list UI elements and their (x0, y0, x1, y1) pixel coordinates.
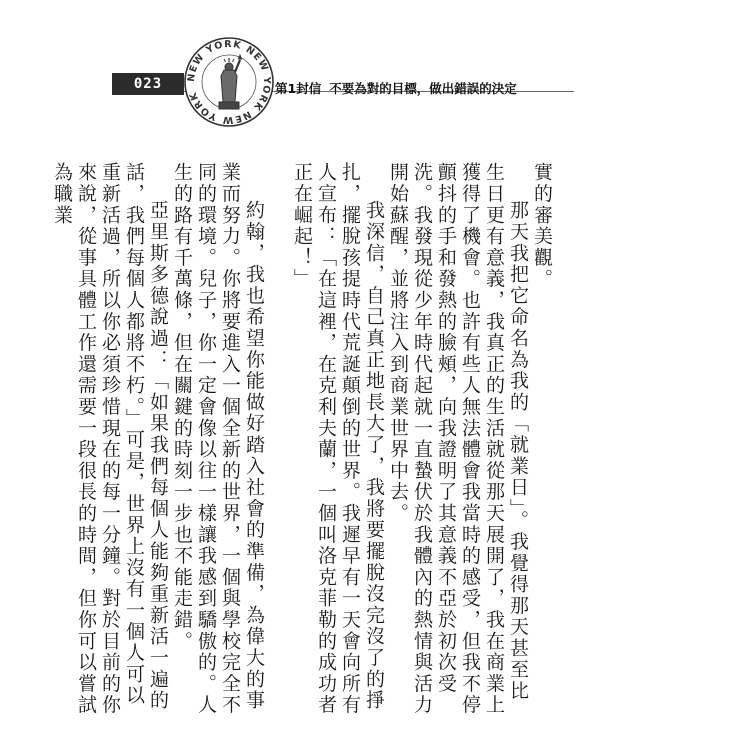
paragraph: 那天我把它命名為我的「就業日」。我覺得那天甚至比生日更有意義，我真正的生活就從那天展開了，我在商業上獲得了機會。也許有些人無法體會我當時的感受，但我不停顫抖的手和發熱的臉頰，向我證明了其意義不亞於初次受洗。我發現從少年時代起就一直蟄伏於我體內的熱情與活力開始蘇醒，並將注入到商業世界中去。 (387, 162, 529, 716)
page-number: 023 (112, 73, 184, 95)
statue-of-liberty-stamp-icon (183, 36, 275, 128)
paragraph: 我深信，自己真正地長大了，我將要擺脫沒完沒了的掙扎，擺脫孩提時代荒誕顛倒的世界。我遲早有一天會向所有人宣布：「在這裡，在克利夫蘭，一個叫洛克菲勒的成功者正在崛起！」 (291, 162, 385, 716)
paragraph: 實的審美觀。 (531, 162, 553, 290)
stamp-text: NEW YORK NEW YORK NEW YORK (185, 38, 273, 126)
chapter-heading: 不要為對的目標，做出錯誤的決定 (329, 81, 517, 96)
chapter-label: 第1封信 (275, 81, 322, 96)
paragraph: 約翰，我也希望你能做好踏入社會的準備，為偉大的事業而努力。你將要進入一個全新的世界，一個與學校完全不同的環境。兒子，你一定會像以往一樣讓我感到驕傲的。人生的路有千萬條，但在關鍵的時刻一步也不能走錯。 (171, 162, 265, 716)
chapter-title (275, 79, 517, 97)
paragraph: 亞里斯多德說過：「如果我們每個人能夠重新活一遍的話，我們每個人都將不朽。」可是，世界上沒有一個人可以重新活過，所以你必須珍惜現在的每一分鐘。對於目前的你來說，從事具體工作還需要一段很長的時間，但你可以嘗試為職業 (51, 162, 169, 716)
body-text (34, 162, 554, 722)
